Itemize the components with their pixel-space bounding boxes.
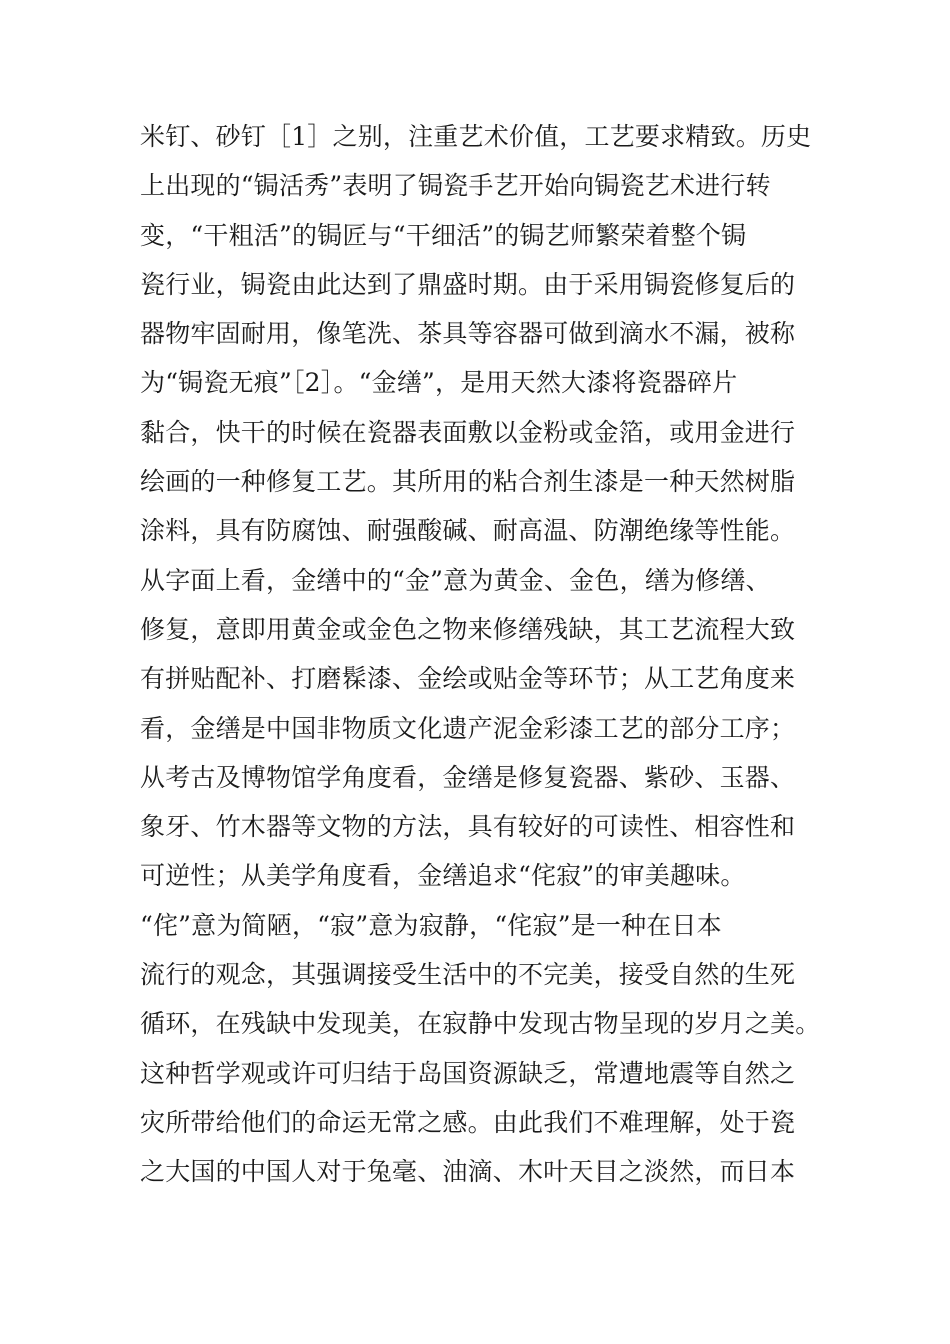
text-line: 从考古及博物馆学角度看，金缮是修复瓷器、紫砂、玉器、 <box>140 762 796 792</box>
text-line: 变，“干粗活”的锔匠与“干细活”的锔艺师繁荣着整个锔 <box>140 220 747 250</box>
text-line: 这种哲学观或许可归结于岛国资源缺乏，常遭地震等自然之 <box>140 1058 796 1088</box>
text-line: 涂料，具有防腐蚀、耐强酸碱、耐高温、防潮绝缘等性能。 <box>140 516 796 546</box>
text-line: 从字面上看，金缮中的“金”意为黄金、金色，缮为修缮、 <box>140 565 771 595</box>
text-line: 器物牢固耐用，像笔洗、茶具等容器可做到滴水不漏，被称 <box>140 319 796 349</box>
text-line: 之大国的中国人对于兔毫、油滴、木叶天目之淡然，而日本 <box>140 1157 796 1187</box>
text-line: 灾所带给他们的命运无常之感。由此我们不难理解，处于瓷 <box>140 1107 796 1137</box>
text-line: 修复，意即用黄金或金色之物来修缮残缺，其工艺流程大致 <box>140 614 796 644</box>
text-line: 流行的观念，其强调接受生活中的不完美，接受自然的生死 <box>140 960 796 990</box>
text-line: 为“锔瓷无痕”［2］。“金缮”，是用天然大漆将瓷器碎片 <box>140 368 738 398</box>
text-line: 绘画的一种修复工艺。其所用的粘合剂生漆是一种天然树脂 <box>140 467 796 497</box>
body-paragraph <box>140 112 830 1197</box>
text-line: 循环，在残缺中发现美，在寂静中发现古物呈现的岁月之美。 <box>140 1009 821 1039</box>
text-line: 看，金缮是中国非物质文化遗产泥金彩漆工艺的部分工序； <box>140 713 796 743</box>
text-line: 米钉、砂钉［1］之别，注重艺术价值，工艺要求精致。历史 <box>140 122 812 151</box>
text-line: 黏合，快干的时候在瓷器表面敷以金粉或金箔，或用金进行 <box>140 417 796 447</box>
text-line: 象牙、竹木器等文物的方法，具有较好的可读性、相容性和 <box>140 812 796 842</box>
text-line: 可逆性；从美学角度看，金缮追求“侘寂”的审美趣味。 <box>140 861 746 891</box>
text-line: 上出现的“锔活秀”表明了锔瓷手艺开始向锔瓷艺术进行转 <box>140 171 771 201</box>
text-line: “侘”意为简陋，“寂”意为寂静，“侘寂”是一种在日本 <box>140 910 722 940</box>
text-line: 有拼贴配补、打磨髹漆、金绘或贴金等环节；从工艺角度来 <box>140 664 796 694</box>
text-line: 瓷行业，锔瓷由此达到了鼎盛时期。由于采用锔瓷修复后的 <box>140 269 796 299</box>
